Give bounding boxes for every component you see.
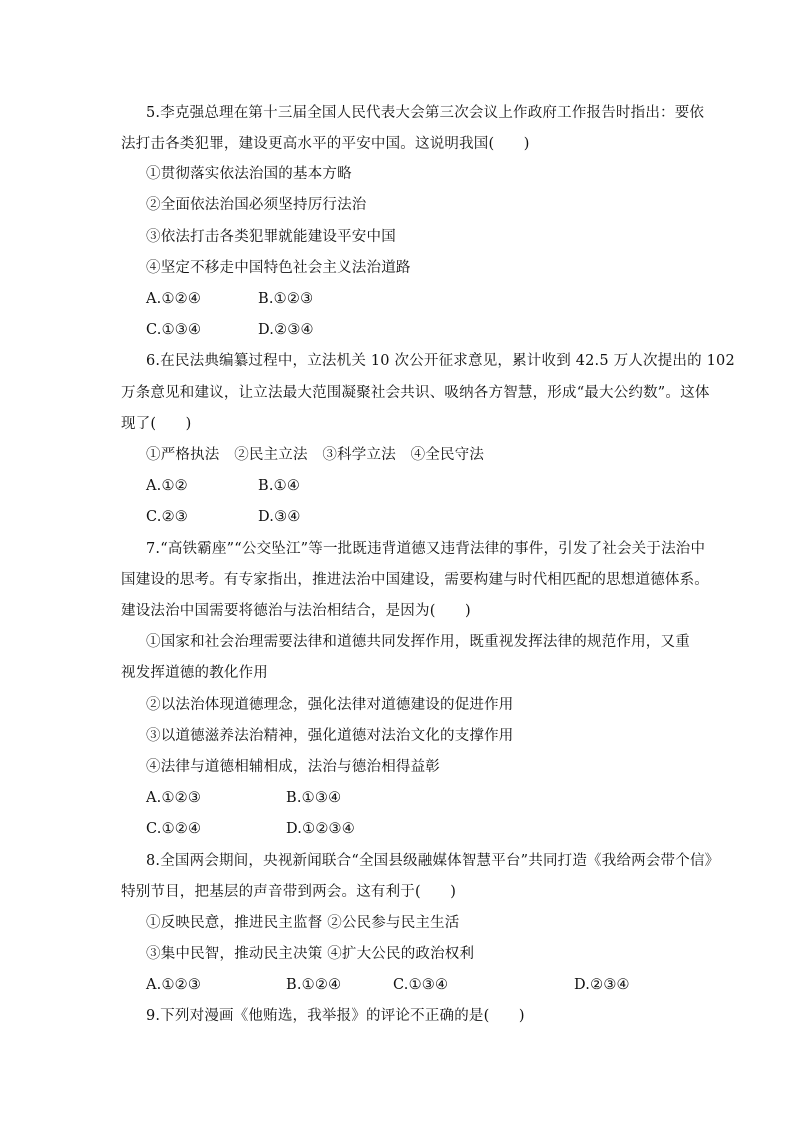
q7-option-2: ②以法治体现道德理念，强化法律对道德建设的促进作用 [146,697,514,713]
q5-choice-a: A.①②④ [146,291,202,307]
q6-stem-line1: 6.在民法典编纂过程中，立法机关 10 次公开征求意见，累计收到 42.5 万人次提出的 102 [146,353,735,369]
q7-choice-c: C.①②④ [146,821,202,837]
q6-stem-line3: 现了( ) [121,416,192,432]
q8-options-line2: ③集中民智，推动民主决策 ④扩大公民的政治权利 [146,946,475,962]
q5-choice-b: B.①②③ [258,291,314,307]
q5-option-3: ③依法打击各类犯罪就能建设平安中国 [146,229,396,245]
q8-choice-d: D.②③④ [574,977,630,993]
q7-stem-line2: 国建设的思考。有专家指出，推进法治中国建设，需要构建与时代相匹配的思想道德体系。 [121,572,709,588]
q7-stem-line3: 建设法治中国需要将德治与法治相结合，是因为( ) [121,603,471,619]
q8-choice-b: B.①②④ [286,977,342,993]
q8-stem-line1: 8.全国两会期间，央视新闻联合“全国县级融媒体智慧平台”共同打造《我给两会带个信》 [146,853,720,869]
q8-stem-line2: 特别节目，把基层的声音带到两会。这有利于( ) [121,884,457,900]
q8-choice-a: A.①②③ [146,977,202,993]
q5-option-2: ②全面依法治国必须坚持厉行法治 [146,197,367,213]
q7-option-4: ④法律与道德相辅相成，法治与德治相得益彰 [146,759,440,775]
q6-choice-d: D.③④ [258,509,301,525]
q6-choice-b: B.①④ [258,478,301,494]
q5-stem-line2: 法打击各类犯罪，建设更高水平的平安中国。这说明我国( ) [121,136,530,152]
q7-stem-line1: 7.“高铁霸座”“公交坠江”等一批既违背道德又违背法律的事件，引发了社会关于法治中 [146,541,706,557]
q7-choice-a: A.①②③ [146,790,202,806]
q5-choice-c: C.①③④ [146,322,202,338]
q5-option-4: ④坚定不移走中国特色社会主义法治道路 [146,260,411,276]
q9-stem-line1: 9.下列对漫画《他贿选，我举报》的评论不正确的是( ) [146,1008,525,1024]
q5-option-1: ①贯彻落实依法治国的基本方略 [146,166,352,182]
q7-option-1-line1: ①国家和社会治理需要法律和道德共同发挥作用，既重视发挥法律的规范作用，又重 [146,634,690,650]
q8-choice-c: C.①③④ [393,977,449,993]
q7-choice-d: D.①②③④ [286,821,355,837]
q7-choice-b: B.①③④ [286,790,342,806]
q7-option-3: ③以道德滋养法治精神，强化道德对法治文化的支撑作用 [146,728,514,744]
q6-choice-c: C.②③ [146,509,188,525]
q7-option-1-line2: 视发挥道德的教化作用 [121,665,268,681]
q6-options: ①严格执法 ②民主立法 ③科学立法 ④全民守法 [146,447,485,463]
q5-choice-d: D.②③④ [258,322,314,338]
q8-options-line1: ①反映民意，推进民主监督 ②公民参与民主生活 [146,915,460,931]
q6-stem-line2: 万条意见和建议，让立法最大范围凝聚社会共识、吸纳各方智慧，形成“最大公约数”。这体 [121,385,710,401]
q5-stem-line1: 5.李克强总理在第十三届全国人民代表大会第三次会议上作政府工作报告时指出：要依 [146,105,705,121]
q6-choice-a: A.①② [146,478,188,494]
